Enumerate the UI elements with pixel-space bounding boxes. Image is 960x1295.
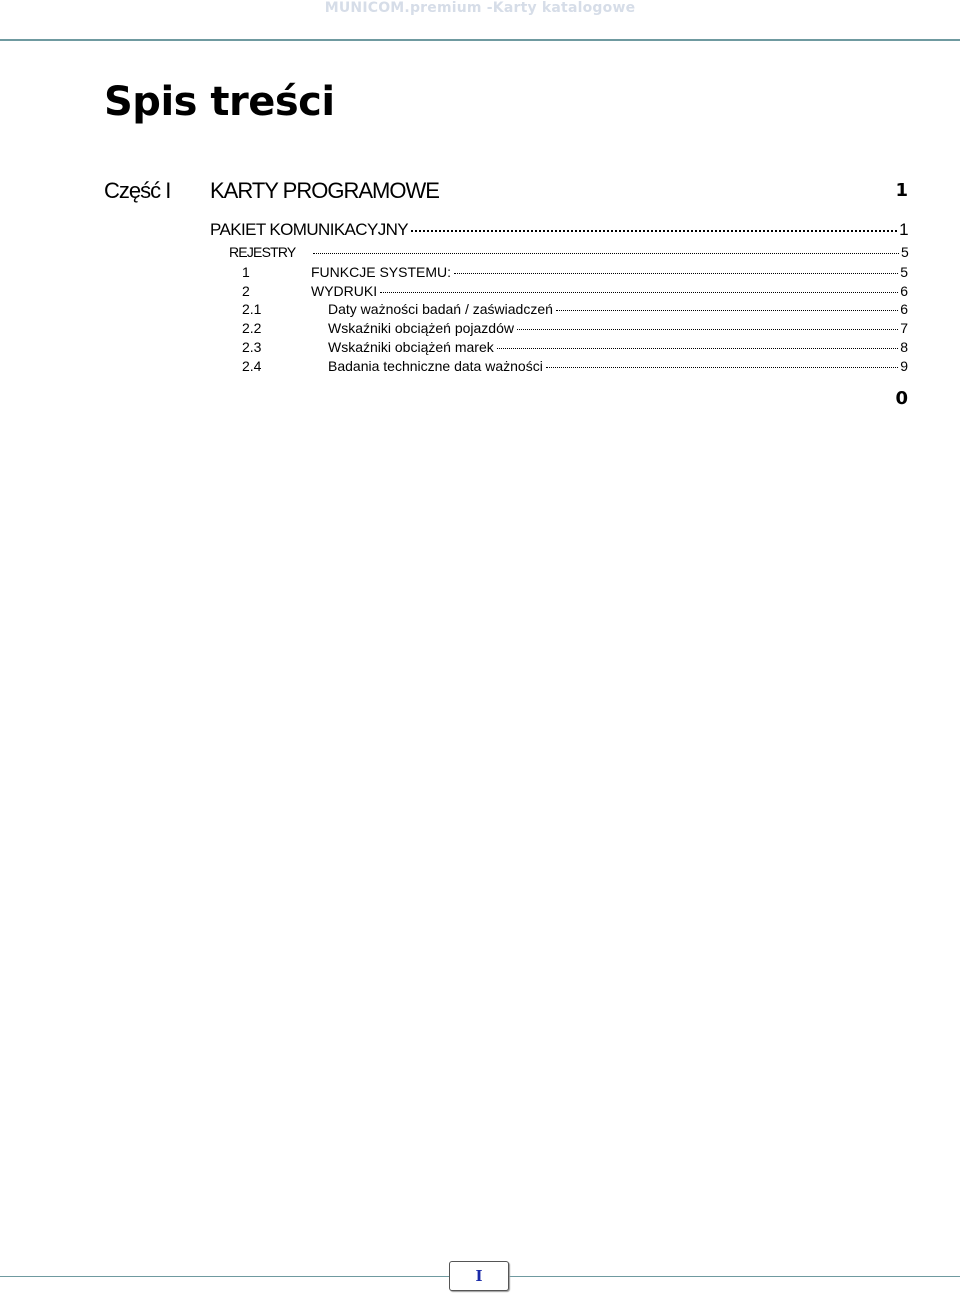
dot-leader: [497, 348, 898, 349]
toc-entry-page: 9: [900, 358, 908, 374]
toc-entry-label: Wskaźniki obciążeń pojazdów: [328, 320, 514, 336]
toc-entry-label: Daty ważności badań / zaświadczeń: [328, 301, 553, 317]
toc-entry-number: 2.2: [242, 320, 262, 336]
toc-entry-wskazniki-pojazdow[interactable]: [242, 319, 908, 337]
toc-subsection-rejestry[interactable]: [229, 243, 908, 261]
toc-entry-number: 2: [242, 283, 250, 299]
toc-entry-label: PAKIET KOMUNIKACYJNY: [210, 220, 409, 239]
page-number-badge: I: [449, 1261, 509, 1291]
toc-entry-daty-waznosci[interactable]: [242, 300, 908, 318]
dot-leader: [556, 310, 898, 311]
toc-entry-funkcje-systemu[interactable]: [242, 263, 908, 281]
header-divider: [0, 39, 960, 41]
dot-leader: [517, 329, 898, 330]
toc-entry-number: 2.4: [242, 358, 262, 374]
toc-entry-label: REJESTRY: [229, 244, 296, 260]
toc-entry-page: 7: [900, 320, 908, 336]
part-title[interactable]: KARTY PROGRAMOWE: [210, 178, 439, 203]
dot-leader: [454, 273, 898, 274]
toc-entry-badania-techniczne[interactable]: [242, 357, 908, 375]
dot-leader: [313, 253, 899, 254]
toc-entry-label: Badania techniczne data ważności: [328, 358, 543, 374]
toc-entry-number: 2.3: [242, 339, 262, 355]
toc-trailing-page-number: 0: [895, 388, 908, 409]
toc-entry-page: 8: [900, 339, 908, 355]
part-page-number: 1: [895, 180, 908, 201]
toc-entry-page: 6: [900, 283, 908, 299]
toc-entry-page: 1: [899, 220, 908, 239]
toc-entry-page: 6: [900, 301, 908, 317]
toc-section-pakiet-komunikacyjny[interactable]: [210, 220, 908, 240]
toc-entry-page: 5: [901, 244, 908, 260]
dot-leader: [411, 230, 897, 232]
part-label: Część I: [104, 178, 171, 203]
toc-entry-wydruki[interactable]: [242, 282, 908, 300]
page-title: Spis treści: [104, 79, 335, 125]
dot-leader: [546, 367, 898, 368]
document-header-title: MUNICOM.premium -Karty katalogowe: [324, 0, 636, 16]
toc-entry-number: 1: [242, 264, 250, 280]
toc-entry-label: WYDRUKI: [311, 283, 378, 299]
toc-entry-page: 5: [900, 264, 908, 280]
toc-entry-wskazniki-marek[interactable]: [242, 338, 908, 356]
toc-entry-label: Wskaźniki obciążeń marek: [328, 339, 494, 355]
toc-entry-number: 2.1: [242, 301, 262, 317]
dot-leader: [380, 292, 898, 293]
toc-entry-label: FUNKCJE SYSTEMU:: [311, 264, 452, 280]
